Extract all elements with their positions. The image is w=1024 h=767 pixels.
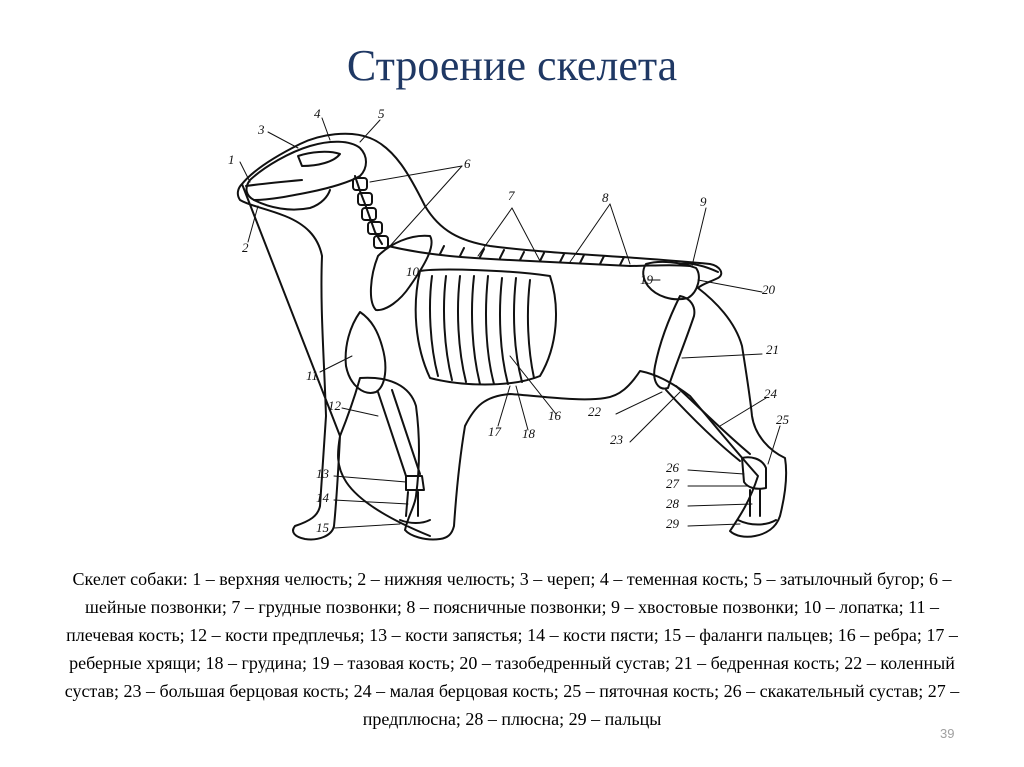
label-20: 20 xyxy=(762,282,775,297)
page-number: 39 xyxy=(940,726,955,741)
femur xyxy=(654,296,694,389)
label-17: 17 xyxy=(488,424,501,439)
label-21: 21 xyxy=(766,342,779,357)
label-6: 6 xyxy=(464,156,471,171)
label-29: 29 xyxy=(666,516,679,531)
label-10: 10 xyxy=(406,264,419,279)
skeleton-svg xyxy=(210,96,830,556)
tibia-fibula xyxy=(666,386,750,461)
label-3: 3 xyxy=(258,122,265,137)
label-26: 26 xyxy=(666,460,679,475)
figure-caption: Скелет собаки: 1 – верхняя челюсть; 2 – нижняя челюсть; 3 – череп; 4 – теменная кость; 5 – затылочный бугор; 6 – шейные позвонки; 7 – грудные позвонки; 8 – поясничные позвонки; 9 – хвостовые позвонки; 10 – лопатка; 11 – плечевая кость; 12 – кости предплечья; 13 – кости запястья; 14 – кости пясти; 15 – фаланги пальцев; 16 – ребра; 17 – реберные хрящи; 18 – грудина; 19 – тазовая кость; 20 – тазобедренный сустав; 21 – бедренная кость; 22 – коленный сустав; 23 – большая берцовая кость; 24 – малая берцовая кость; 25 – пяточная кость; 26 – скакательный сустав; 27 – предплюсна; 28 – плюсна; 29 – пальцы xyxy=(64,569,960,729)
label-18: 18 xyxy=(522,426,535,441)
label-2: 2 xyxy=(242,240,249,255)
label-25: 25 xyxy=(776,412,789,427)
label-24: 24 xyxy=(764,386,777,401)
spine xyxy=(388,246,690,266)
humerus xyxy=(346,312,386,393)
label-1: 1 xyxy=(228,152,235,167)
skull xyxy=(247,142,366,200)
label-9: 9 xyxy=(700,194,707,209)
label-11: 11 xyxy=(306,368,319,383)
label-4: 4 xyxy=(314,106,321,121)
label-12: 12 xyxy=(328,398,341,413)
label-22: 22 xyxy=(588,404,601,419)
upper-jaw xyxy=(246,180,302,186)
label-23: 23 xyxy=(610,432,623,447)
label-8: 8 xyxy=(602,190,609,205)
slide-title: Строение скелета xyxy=(346,41,678,90)
label-16: 16 xyxy=(548,408,561,423)
label-19: 19 xyxy=(640,272,653,287)
dog-skeleton-diagram xyxy=(210,96,830,556)
label-5: 5 xyxy=(378,106,385,121)
label-15: 15 xyxy=(316,520,329,535)
label-28: 28 xyxy=(666,496,679,511)
scapula xyxy=(371,236,432,310)
label-7: 7 xyxy=(508,188,515,203)
label-14: 14 xyxy=(316,490,329,505)
forearm-bones xyxy=(378,390,420,476)
label-13: 13 xyxy=(316,466,329,481)
label-27: 27 xyxy=(666,476,679,491)
